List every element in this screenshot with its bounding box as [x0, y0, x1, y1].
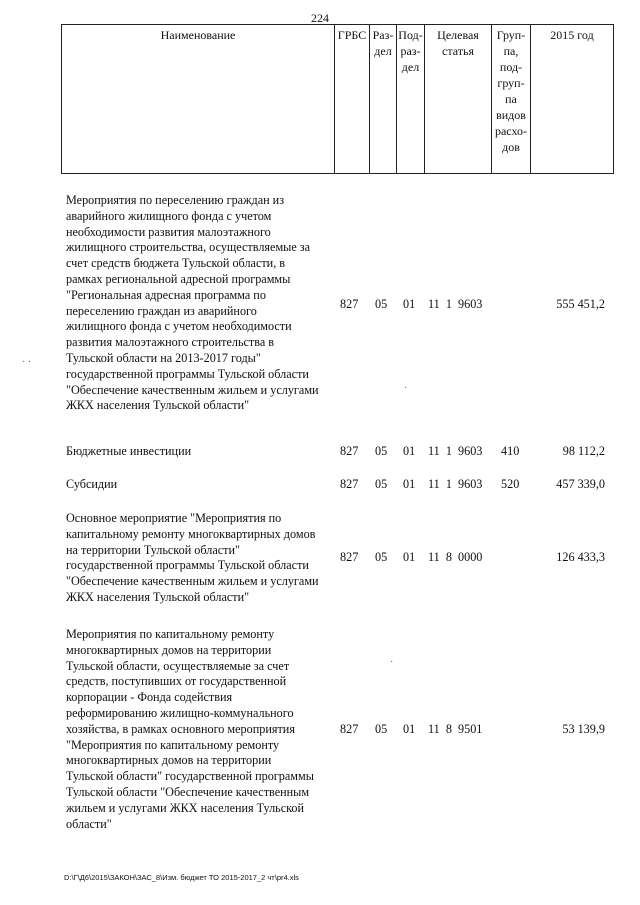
row-target: 11 8 9501 — [428, 722, 483, 736]
row-grbs: 827 — [340, 722, 359, 736]
scan-speck: · · — [22, 357, 32, 368]
row-podrazdel: 01 — [403, 550, 416, 564]
row-amount: 457 339,0 — [556, 477, 605, 491]
row-razdel: 05 — [375, 550, 388, 564]
row-amount: 98 112,2 — [562, 444, 605, 458]
column-divider — [530, 24, 531, 174]
row-podrazdel: 01 — [403, 477, 416, 491]
row-name: Субсидии — [66, 477, 118, 491]
row-amount: 53 139,9 — [562, 722, 605, 736]
row-target: 11 1 9603 — [428, 297, 483, 311]
row-grbs: 827 — [340, 477, 359, 491]
header-name: Наименование — [160, 28, 236, 42]
page-number: 224 — [311, 11, 329, 25]
header-year: 2015 год — [550, 28, 594, 42]
row-amount: 126 433,3 — [556, 550, 605, 564]
table-header-frame — [61, 24, 614, 174]
row-razdel: 05 — [375, 477, 388, 491]
row-razdel: 05 — [375, 722, 388, 736]
scan-speck: · — [404, 383, 408, 394]
row-name: Мероприятия по капитальному ремонту многоквартирных домов на территории Тульской области, осуществляемые за счет средств, поступивших от государственной корпорации - Фонда содействия реформированию жилищно-коммунального хозяйства, в рамках основного мероприятия "Мероприятия по капитальному ремонту многоквартирных домов на территории Тульской области" государственной программы Тульской области "Обеспечение качественным жильем и услугами ЖКХ населения Тульской области" — [66, 627, 314, 831]
row-razdel: 05 — [375, 297, 388, 311]
row-grbs: 827 — [340, 297, 359, 311]
row-grbs: 827 — [340, 444, 359, 458]
row-name: Основное мероприятие "Мероприятия по капитальному ремонту многоквартирных домов на территории Тульской области" государственной программы Тульской области "Обеспечение качественным жильем и услугами ЖКХ населения Тульской области" — [66, 511, 319, 604]
column-divider — [334, 24, 335, 174]
row-group: 520 — [501, 477, 520, 491]
row-target: 11 8 0000 — [428, 550, 483, 564]
row-podrazdel: 01 — [403, 297, 416, 311]
row-name: Мероприятия по переселению граждан из аварийного жилищного фонда с учетом необходимости развития малоэтажного жилищного строительства, осуществляемые за счет средств бюджета Тульской области, в рамках региональной адресной программы "Региональная адресная программа по переселению граждан из аварийного жилищного фонда с учетом необходимости развития малоэтажного строительства в Тульской области на 2013-2017 годы" государственной программы Тульской области "Обеспечение качественным жильем и услугами ЖКХ населения Тульской области" — [66, 193, 319, 413]
row-podrazdel: 01 — [403, 722, 416, 736]
row-razdel: 05 — [375, 444, 388, 458]
header-podrazdel: Под- раз- дел — [398, 28, 423, 74]
header-razdel: Раз- дел — [372, 28, 394, 58]
scan-speck: · — [390, 657, 394, 668]
row-podrazdel: 01 — [403, 444, 416, 458]
row-target: 11 1 9603 — [428, 477, 483, 491]
row-group: 410 — [501, 444, 520, 458]
row-amount: 555 451,2 — [556, 297, 605, 311]
header-grbs: ГРБС — [337, 28, 367, 42]
row-grbs: 827 — [340, 550, 359, 564]
row-target: 11 1 9603 — [428, 444, 483, 458]
header-target: Целевая статья — [437, 28, 479, 58]
row-name: Бюджетные инвестиции — [66, 444, 192, 458]
file-path-footer: D:\Г\Д6\2015\ЗАКОН\ЗАС_8\Изм. бюджет ТО 2015-2017_2 чт\pr4.xls — [64, 873, 299, 882]
header-group: Груп- па, под- груп- па видов расхо- дов — [494, 28, 528, 154]
